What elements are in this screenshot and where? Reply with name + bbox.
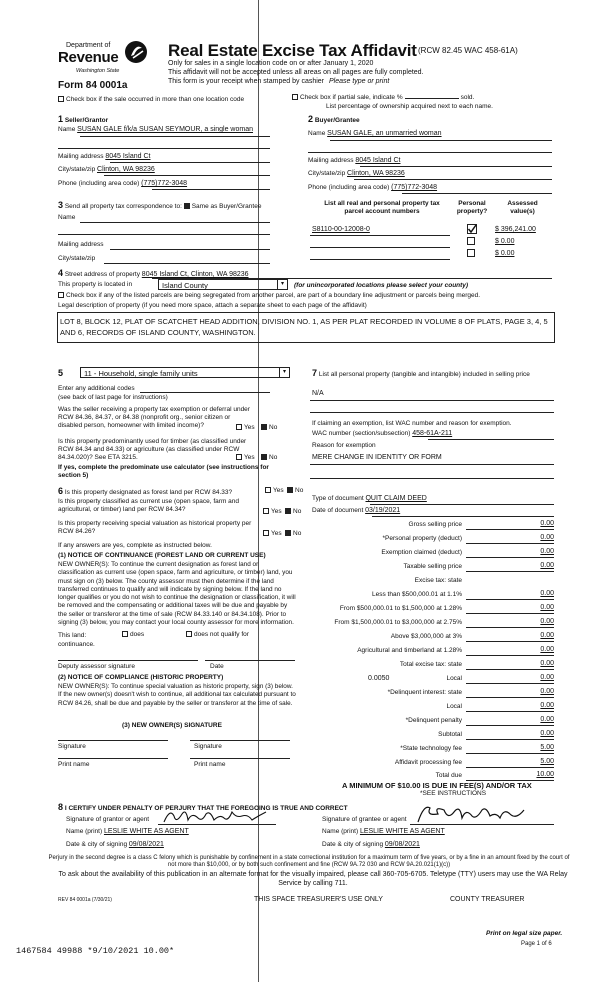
- rcw-citation: (RCW 82.45 WAC 458-61A): [418, 46, 518, 55]
- seller-name-row: [58, 126, 253, 135]
- tax-row-line: [466, 599, 554, 600]
- tax-row-label: Subtotal: [438, 731, 462, 738]
- deputy-sig-label: Deputy assessor signature: [58, 663, 135, 670]
- assessed-value-3[interactable]: $ 0.00: [495, 250, 515, 257]
- legal-description-box[interactable]: [57, 312, 555, 343]
- assessed-header-1: Assessed: [507, 200, 538, 207]
- grantor-signature: [162, 806, 274, 826]
- checkbox-icon[interactable]: [58, 96, 64, 102]
- tax-row-label: Taxable selling price: [403, 563, 462, 570]
- tax-row-value[interactable]: 0.00: [540, 618, 554, 625]
- q-forest-text: Is this property designated as forest land per RCW 84.33?: [64, 489, 233, 496]
- no-label: No: [269, 424, 278, 431]
- tax-row-label: Exemption claimed (deduct): [381, 549, 462, 556]
- tax-row-label: Agricultural and timberland at 1.28%: [357, 647, 462, 654]
- checkbox-icon[interactable]: [263, 508, 269, 514]
- seller-city-line: [104, 175, 270, 176]
- tax-row-value[interactable]: 0.00: [540, 702, 554, 709]
- sig-label-2: Signature: [194, 743, 222, 750]
- personal-header-2: property?: [456, 208, 488, 216]
- tax-row-value[interactable]: 0.00: [540, 520, 554, 527]
- page-number: Page 1 of 6: [521, 941, 552, 947]
- chevron-down-icon[interactable]: ▾: [277, 280, 287, 289]
- q-current-use: Is this property classified as current use (open space, farm and agricultural, or timber) land per RCW 84.34?: [58, 498, 240, 514]
- sig-grantor-label: Signature of grantor or agent: [66, 816, 150, 823]
- continuance-label: continuance.: [58, 641, 95, 648]
- checkbox-checked-icon[interactable]: [261, 424, 267, 430]
- buyer-blank-line: [308, 152, 552, 153]
- tax-row-line: [466, 711, 554, 712]
- seller-phone-line: [152, 189, 270, 190]
- print-line-2: [190, 758, 290, 759]
- reason-line-2: [310, 478, 554, 479]
- section-3-text: Send all property tax correspondence to:: [64, 203, 182, 210]
- tax-row-line: [466, 753, 554, 754]
- assessed-value-2[interactable]: $ 0.00: [495, 238, 515, 245]
- date-grantor-value[interactable]: 09/08/2021: [128, 841, 164, 848]
- legal-paper-note: [486, 930, 562, 938]
- reason-value[interactable]: MERE CHANGE IN IDENTITY OR FORM: [312, 454, 442, 461]
- unincorp-note: [294, 282, 468, 290]
- land-use-select[interactable]: [80, 367, 290, 378]
- seller-name-line: [80, 136, 270, 137]
- seller-phone-row: [58, 180, 187, 189]
- header-line-1: Only for sales in a single location code on or after January 1, 2020: [168, 60, 374, 67]
- not-qualify-label: does not qualify for: [194, 631, 249, 638]
- buyer-name-row: [308, 130, 442, 139]
- checkbox-checked-icon[interactable]: [285, 530, 291, 536]
- q-forest-no[interactable]: [287, 487, 303, 495]
- notice-2-text: NEW OWNER(S): To continue special valuation as historic property, sign (3) below. If the new owner(s) doesn't wish to continue, all additional tax calculated pursuant to RCW 84.26, shall be due and payable by the seller or transferor at the time of sale.: [58, 683, 296, 707]
- does-label: does: [130, 631, 145, 638]
- county-treasurer: COUNTY TREASURER: [450, 896, 525, 903]
- tax-row-value[interactable]: 0.00: [540, 562, 554, 569]
- section-7: [312, 368, 557, 379]
- tax-row-label: Local: [446, 675, 462, 682]
- docdate-value[interactable]: 03/19/2021: [365, 507, 401, 514]
- no-label: No: [293, 508, 302, 515]
- reason-label: Reason for exemption: [312, 442, 376, 449]
- checkbox-icon[interactable]: [58, 292, 64, 298]
- seller-mail-line: [110, 162, 270, 163]
- checkbox-icon[interactable]: [236, 454, 242, 460]
- yes-label: Yes: [244, 424, 255, 431]
- seller-phone-value[interactable]: (775)772-3048: [141, 180, 188, 187]
- tax-row-label: From $500,000.01 to $1,500,000 at 1.28%: [339, 605, 462, 612]
- legal-paper-text: Print on legal size paper.: [486, 930, 563, 937]
- section-3-mail-line: [110, 249, 270, 250]
- parcel-line-3: [310, 259, 450, 260]
- section-7-line-2: [310, 412, 554, 413]
- recording-stamp: 1467584 49988 *9/10/2021 10.00*: [16, 946, 175, 956]
- tax-row-label: Above $3,000,000 at 3%: [390, 633, 462, 640]
- name-grantor-row: [66, 828, 189, 837]
- tax-row-line: [466, 739, 554, 740]
- land-use-selected: 11 - Household, single family units: [84, 369, 198, 378]
- tax-row-line: [466, 725, 554, 726]
- q-timber-yes[interactable]: [236, 454, 255, 462]
- tax-row-line: [466, 655, 554, 656]
- tax-row-label: Total due: [435, 772, 462, 779]
- buyer-mail-value[interactable]: 8045 Island Ct: [355, 157, 401, 164]
- tax-row-value[interactable]: 0.00: [540, 674, 554, 681]
- section-2-number: 2: [308, 114, 314, 124]
- buyer-name-line: [330, 140, 552, 141]
- additional-codes-label: Enter any additional codes: [58, 385, 135, 392]
- header-line-3: [168, 78, 389, 87]
- local-rate: 0.0050: [368, 675, 390, 682]
- checkbox-checked-icon[interactable]: [261, 454, 267, 460]
- dor-logo: [58, 36, 160, 80]
- buyer-mail-line: [360, 166, 552, 167]
- wac-value[interactable]: 458-61A-211: [412, 430, 453, 437]
- multi-location-check[interactable]: [58, 96, 244, 104]
- deputy-date-label: Date: [210, 663, 224, 670]
- buyer-phone-label: Phone (including area code): [308, 184, 390, 191]
- section-7-number: 7: [312, 368, 318, 378]
- deputy-date-line: [205, 660, 295, 661]
- doctype-value[interactable]: QUIT CLAIM DEED: [365, 495, 427, 502]
- date-grantor-label: Date & city of signing: [66, 841, 128, 848]
- tax-row-line: [466, 641, 554, 642]
- notice-2-title: (2) NOTICE OF COMPLIANCE (HISTORIC PROPERTY): [58, 674, 224, 681]
- parcel-header-1: List all real and personal property tax: [324, 200, 440, 207]
- does-check[interactable]: [122, 631, 144, 639]
- notice-3-title: (3) NEW OWNER(S) SIGNATURE: [122, 722, 222, 729]
- personal-checkbox-3[interactable]: [467, 249, 475, 257]
- exempt-label: If claiming an exemption, list WAC number and reason for exemption.: [312, 420, 512, 427]
- assessed-value-1[interactable]: $ 396,241.00: [495, 226, 536, 233]
- wac-line: [428, 439, 554, 440]
- buyer-heading: [308, 114, 360, 125]
- date-grantee-value[interactable]: 09/08/2021: [384, 841, 420, 848]
- seller-heading: [58, 114, 108, 125]
- tax-row-line: [466, 557, 554, 558]
- partial-sale-label: Check box if partial sale, indicate %: [300, 94, 403, 101]
- county-select[interactable]: [158, 279, 288, 290]
- tax-row-label: Excise tax: state: [414, 577, 462, 584]
- date-grantor-row: [66, 841, 164, 850]
- q-historic-yes[interactable]: [263, 530, 282, 538]
- county-selected: Island County: [162, 281, 208, 290]
- treasurer-use: THIS SPACE TREASURER'S USE ONLY: [254, 896, 383, 903]
- notice-1-text: NEW OWNER(S): To continue the current designation as forest land or classification as current use (open space, farm and agriculture, or timber) land, you must sign on (3) below. The county assessor must then determine if the land transferred continues to qualify and will indicate by signing below. If the land no longer qualifies or you do not wish to continue the designation or classification, it will be removed and the compensating or additional taxes will be due and payable by the seller or transferor at the time of sale (RCW 84.33.140 or 84.34.108). Prior to signing (3) below, you may contact your local county assessor for more information.: [58, 561, 296, 627]
- partial-sale-check[interactable]: [292, 94, 474, 102]
- yes-label: Yes: [271, 530, 282, 537]
- revenue-logo-icon: [124, 40, 148, 64]
- personal-checked-icon[interactable]: [467, 224, 477, 234]
- certify-text: I CERTIFY UNDER PENALTY OF PERJURY THAT THE FOREGOING IS TRUE AND CORRECT: [64, 805, 348, 812]
- tax-row-line: [466, 697, 554, 698]
- section-3-mail: Mailing address: [58, 241, 104, 248]
- tax-row-label: *Personal property (deduct): [382, 535, 462, 542]
- yes-label: Yes: [273, 487, 284, 494]
- buyer-city-value[interactable]: Clinton, WA 98236: [347, 170, 405, 177]
- tax-row-value[interactable]: 0.00: [540, 534, 554, 541]
- header-line-3-emph: Please type or print: [328, 78, 390, 85]
- assessed-header: [495, 200, 550, 216]
- checkbox-checked-icon[interactable]: [285, 508, 291, 514]
- doctype-line: [370, 504, 554, 505]
- q-forest: [58, 486, 232, 497]
- buyer-city-line: [354, 179, 552, 180]
- personal-property-value[interactable]: N/A: [312, 390, 324, 397]
- legal-label: Legal description of property (if you need more space, attach a separate sheet to each page of the affidavit): [58, 302, 367, 309]
- tax-row-label: Local: [446, 703, 462, 710]
- seller-heading-text: Seller/Grantor: [64, 117, 109, 124]
- buyer-city-label: City/state/zip: [308, 170, 346, 177]
- tax-row-label: *State technology fee: [400, 745, 462, 752]
- accessibility-notice: To ask about the availability of this publication in an alternate format for the visually impaired, please call 360-705-6705. Teletype (TTY) users may use the WA Relay Service by calling 711.: [58, 871, 568, 887]
- personal-checkbox-2[interactable]: [467, 237, 475, 245]
- seller-blank-line: [58, 148, 270, 149]
- tax-row-value[interactable]: 0.00: [540, 646, 554, 653]
- located-label: This property is located in: [58, 281, 133, 288]
- seller-name-value[interactable]: SUSAN GALE f/k/a SUSAN SEYMOUR, a single woman: [77, 126, 253, 133]
- chevron-down-icon[interactable]: ▾: [279, 368, 289, 377]
- this-land-label: This land:: [58, 632, 87, 639]
- tax-row-label: Less than $500,000.01 at 1.1%: [372, 591, 462, 598]
- buyer-phone-row: [308, 184, 437, 193]
- unincorp-text: (for unincorporated locations please select your county): [294, 282, 469, 289]
- perjury-notice: Perjury in the second degree is a class C felony which is punishable by confinement in a state correctional institution for a maximum term of five years, or by a fine in an amount fixed by the court of not more than $10,000, or by both such confinement and fine (RCW 9A.72 030 and RCW 9A.20.021(1)(c)): [48, 855, 570, 869]
- partial-sale-note: List percentage of ownership acquired next to each name.: [326, 103, 493, 110]
- parcel-number-1[interactable]: S8110-00-12008-0: [312, 226, 370, 233]
- buyer-phone-value[interactable]: (775)772-3048: [391, 184, 438, 191]
- parcel-header: [312, 200, 452, 216]
- q-forest-yes[interactable]: [265, 487, 284, 495]
- logo-state: Washington State: [76, 68, 120, 74]
- tax-row-label: Gross selling price: [408, 521, 462, 528]
- buyer-name-value[interactable]: SUSAN GALE, an unmarried woman: [327, 130, 442, 137]
- tax-row-line: [466, 543, 554, 544]
- tax-row-value[interactable]: 0.00: [540, 590, 554, 597]
- section-3-number: 3: [58, 200, 64, 210]
- tax-row-line: [466, 683, 554, 684]
- tax-row-label: Affidavit processing fee: [394, 759, 462, 766]
- reason-line-1: [310, 464, 554, 465]
- personal-header-1: Personal: [458, 200, 486, 207]
- deputy-sig-line: [58, 660, 198, 661]
- header-line-3-text: This form is your receipt when stamped by cashier: [168, 78, 325, 85]
- tax-row-value[interactable]: 0.00: [540, 716, 554, 723]
- buyer-mail-label: Mailing address: [308, 157, 354, 164]
- section-8-number: 8: [58, 802, 64, 812]
- parcel-line-1: [310, 235, 450, 236]
- tax-row-line: [466, 767, 554, 768]
- checkbox-icon[interactable]: [122, 631, 128, 637]
- tax-row-value[interactable]: 10.00: [536, 771, 554, 778]
- seller-city-row: [58, 166, 155, 175]
- checkbox-icon[interactable]: [265, 487, 271, 493]
- wac-label: WAC number (section/subsection): [312, 430, 411, 437]
- tax-row-value[interactable]: 0.00: [540, 660, 554, 667]
- sig-label-1: Signature: [58, 743, 86, 750]
- q-current-use-yes[interactable]: [263, 508, 282, 516]
- seller-mail-label: Mailing address: [58, 153, 104, 160]
- section-5-number: 5: [58, 368, 64, 378]
- seller-phone-label: Phone (including area code): [58, 180, 140, 187]
- name-grantee-value[interactable]: LESLIE WHITE AS AGENT: [359, 828, 445, 835]
- checkbox-icon[interactable]: [186, 631, 192, 637]
- tax-row-line: [466, 529, 554, 530]
- no-label: No: [295, 487, 304, 494]
- street-label: Street address of property: [64, 271, 140, 278]
- partial-sale-sold: sold.: [460, 94, 475, 101]
- sig-grantee-label: Signature of grantee or agent: [322, 816, 407, 823]
- tax-row-label: *Delinquent penalty: [405, 717, 462, 724]
- header-line-2: This affidavit will not be accepted unless all areas on all pages are fully completed.: [168, 69, 424, 76]
- print-line-1: [58, 758, 168, 759]
- new-owner-sig-2: [190, 740, 290, 741]
- name-grantee-row: [322, 828, 445, 837]
- tax-row-value[interactable]: 0.00: [540, 632, 554, 639]
- segregation-check[interactable]: [58, 292, 480, 300]
- q-exemption-yes[interactable]: [236, 424, 255, 432]
- section-3-name-line: [80, 222, 270, 223]
- section-3-same: Same as Buyer/Grantee: [191, 203, 262, 210]
- checkbox-checked-icon[interactable]: [184, 203, 190, 209]
- section-7-line-1: [310, 400, 554, 401]
- q-exemption-no[interactable]: [261, 424, 277, 432]
- q-exemption: Was the seller receiving a property tax exemption or deferral under RCW 84.36, 84.37, or 84.38 (nonprofit org., senior citizen or disabled person, homeowner with limited income)?: [58, 406, 250, 430]
- name-grantee-label: Name (print): [322, 828, 359, 835]
- segregation-label: Check box if any of the listed parcels are being segregated from another parcel, are part of a boundary line adjustment or parcels being merged.: [66, 292, 481, 299]
- buyer-name-label: Name: [308, 130, 326, 137]
- checkbox-checked-icon[interactable]: [287, 487, 293, 493]
- parcel-line-2: [310, 247, 450, 248]
- section-3-city: City/state/zip: [58, 255, 96, 262]
- q-historic: Is this property receiving special valuation as historical property per RCW 84.26?: [58, 520, 252, 536]
- rev-number: REV 84 0001a (7/30/21): [58, 897, 112, 903]
- checkbox-icon[interactable]: [236, 424, 242, 430]
- seller-city-value[interactable]: Clinton, WA 98236: [97, 166, 155, 173]
- section-6-number: 6: [58, 486, 64, 496]
- q-timber: Is this property predominantly used for timber (as classified under RCW 84.34 and 84.33) or agriculture (as classified under RCW 84.34.020)? See ETA 3215.: [58, 438, 247, 462]
- no-label: No: [269, 454, 278, 461]
- seller-city-label: City/state/zip: [58, 166, 96, 173]
- section-4-number: 4: [58, 268, 64, 278]
- section-7-text: List all personal property (tangible and intangible) included in selling price: [318, 371, 530, 378]
- date-grantee-row: [322, 841, 420, 850]
- tax-row-value[interactable]: 5.00: [540, 744, 554, 751]
- additional-codes-line: [140, 392, 270, 393]
- buyer-phone-line: [402, 193, 552, 194]
- section-3-blank-line: [58, 234, 270, 235]
- section-3-city-line: [104, 263, 270, 264]
- new-owner-sig-1: [58, 740, 168, 741]
- buyer-mail-row: [308, 157, 401, 166]
- yes-label: Yes: [244, 454, 255, 461]
- grantee-signature: [414, 802, 534, 826]
- doctype-row: [312, 495, 427, 504]
- checkbox-icon[interactable]: [292, 94, 298, 100]
- section-6-note: If any answers are yes, complete as instructed below.: [58, 542, 212, 549]
- section-3-heading: [58, 200, 261, 211]
- multi-location-label: Check box if the sale occurred in more than one location code: [66, 96, 245, 103]
- legal-description[interactable]: LOT 8, BLOCK 12, PLAT OF SCATCHET HEAD ADDITION, DIVISION NO. 1, AS PER PLAT RECORDED IN VOLUME 8 OF PLATS, PAGE 3, 4, 5 AND 6, RECORDS OF ISLAND COUNTY, WASHINGTON.: [60, 317, 548, 337]
- q-current-use-no[interactable]: [285, 508, 301, 516]
- parcel-header-2: parcel account numbers: [344, 208, 420, 216]
- street-value[interactable]: 8045 Island Ct, Clinton, WA 98236: [141, 271, 249, 278]
- page-title: Real Estate Excise Tax Affidavit: [168, 41, 417, 60]
- personal-header: [452, 200, 492, 216]
- tax-row-label: From $1,500,000.01 to $3,000,000 at 2.75%: [334, 619, 462, 626]
- seller-name-label: Name: [58, 126, 76, 133]
- tax-row-line: [466, 627, 554, 628]
- wac-row: [312, 430, 452, 439]
- assessed-header-2: value(s): [510, 208, 535, 216]
- q-historic-no[interactable]: [285, 530, 301, 538]
- notice-1-title: (1) NOTICE OF CONTINUANCE (FOREST LAND OR CURRENT USE): [58, 552, 266, 559]
- seller-mail-row: [58, 153, 151, 162]
- name-grantor-label: Name (print): [66, 828, 103, 835]
- print-label-2: Print name: [194, 761, 226, 768]
- section-3-name: Name: [58, 214, 76, 221]
- checkbox-icon[interactable]: [263, 530, 269, 536]
- buyer-city-row: [308, 170, 405, 179]
- tax-row-line: [466, 571, 554, 572]
- logo-revenue: Revenue: [58, 49, 119, 66]
- tax-row-value[interactable]: 0.00: [540, 688, 554, 695]
- q-timber-no[interactable]: [261, 454, 277, 462]
- additional-codes-note: (see back of last page for instructions): [58, 394, 168, 401]
- doctype-label: Type of document: [312, 495, 364, 502]
- section-1-number: 1: [58, 114, 64, 124]
- print-label-1: Print name: [58, 761, 90, 768]
- buyer-heading-text: Buyer/Grantee: [314, 117, 360, 124]
- name-grantor-value[interactable]: LESLIE WHITE AS AGENT: [103, 828, 189, 835]
- logo-dept: Department of: [66, 42, 111, 49]
- tax-row-line: [466, 613, 554, 614]
- date-grantee-label: Date & city of signing: [322, 841, 384, 848]
- minimum-due: A MINIMUM OF $10.00 IS DUE IN FEE(S) AND/OR TAX: [342, 781, 532, 790]
- docdate-row: [312, 507, 400, 516]
- tax-row-line: [466, 669, 554, 670]
- q-timber-note: If yes, complete the predominate use calculator (see instructions for section 5): [58, 464, 269, 480]
- tax-row-value[interactable]: 0.00: [540, 604, 554, 611]
- tax-row-label: Total excise tax: state: [399, 661, 462, 668]
- tax-row-value[interactable]: 5.00: [540, 758, 554, 765]
- no-label: No: [293, 530, 302, 537]
- not-qualify-check[interactable]: [186, 631, 249, 639]
- yes-label: Yes: [271, 508, 282, 515]
- see-instructions: *SEE INSTRUCTIONS: [420, 790, 487, 797]
- tax-row-value[interactable]: 0.00: [540, 730, 554, 737]
- this-land-row: [58, 632, 86, 640]
- form-number: Form 84 0001a: [58, 80, 128, 91]
- tax-row-value[interactable]: 0.00: [540, 548, 554, 555]
- seller-mail-value[interactable]: 8045 Island Ct: [105, 153, 151, 160]
- docdate-line: [372, 516, 554, 517]
- tax-row-label: *Delinquent interest: state: [387, 689, 462, 696]
- docdate-label: Date of document: [312, 507, 364, 514]
